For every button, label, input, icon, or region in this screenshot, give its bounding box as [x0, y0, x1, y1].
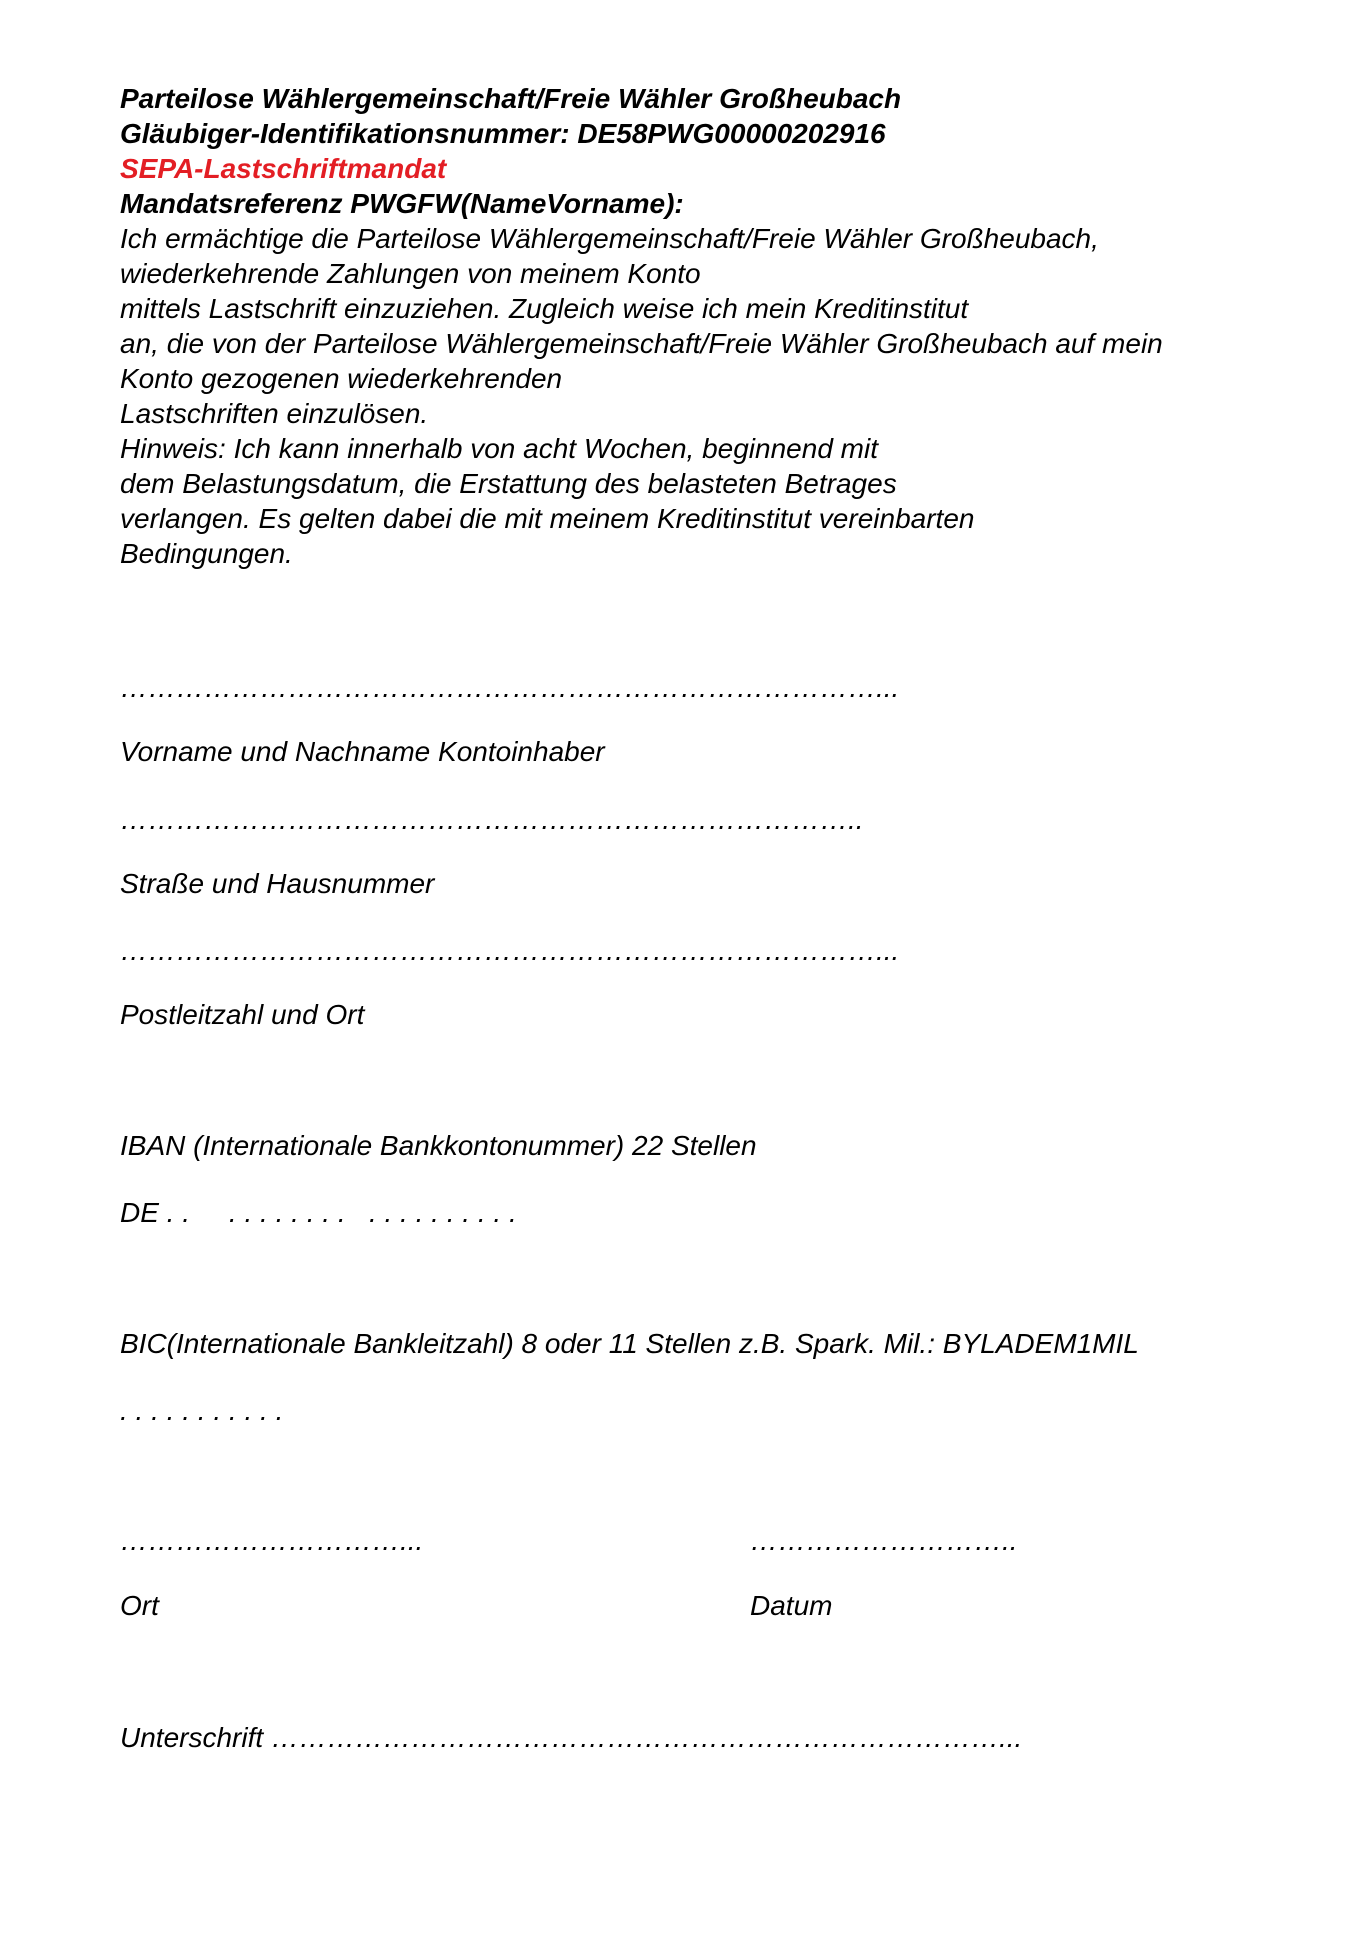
street-line[interactable]: …………………………………………………………………….. [120, 804, 864, 835]
ort-label: Ort [120, 1590, 159, 1621]
account-holder-name-label: Vorname und Nachname Kontoinhaber [120, 736, 605, 767]
body-line: Bedingungen. [120, 538, 293, 569]
signature-row [120, 1720, 1022, 1755]
street-label: Straße und Hausnummer [120, 868, 435, 899]
mandate-reference: Mandatsreferenz PWGFW(NameVorname): [120, 188, 684, 219]
mandate-header [120, 81, 1163, 571]
body-line: Ich ermächtige die Parteilose Wählergemeinschaft/Freie Wähler Großheubach, [120, 223, 1099, 254]
body-line: Hinweis: Ich kann innerhalb von acht Wochen, beginnend mit [120, 433, 878, 464]
signature-line[interactable]: ……………………………………………………………………... [270, 1722, 1023, 1753]
datum-label: Datum [750, 1590, 833, 1621]
account-holder-name-line[interactable]: ………………………………………………………………………... [120, 672, 900, 703]
authorization-text [120, 221, 1163, 571]
city-line[interactable]: ………………………………………………………………………... [120, 935, 900, 966]
association-name: Parteilose Wählergemeinschaft/Freie Wähler Großheubach [120, 83, 902, 114]
body-line: dem Belastungsdatum, die Erstattung des belasteten Betrages [120, 468, 897, 499]
body-line: an, die von der Parteilose Wählergemeinschaft/Freie Wähler Großheubach auf mein [120, 328, 1163, 359]
iban-input[interactable]: DE . . . . . . . . . . . . . . . . . . . . [120, 1197, 517, 1228]
creditor-id: Gläubiger-Identifikationsnummer: DE58PWG00000202916 [120, 118, 886, 149]
body-line: wiederkehrende Zahlungen von meinem Konto [120, 258, 701, 289]
datum-line[interactable]: ……………………….. [750, 1525, 1018, 1556]
signature-label: Unterschrift [120, 1722, 264, 1753]
ort-line[interactable]: …………………………... [120, 1525, 424, 1556]
mandate-title: SEPA-Lastschriftmandat [120, 153, 447, 184]
bic-input[interactable]: . . . . . . . . . . . [120, 1395, 284, 1426]
body-line: Lastschriften einzulösen. [120, 398, 429, 429]
body-line: mittels Lastschrift einzuziehen. Zugleich weise ich mein Kreditinstitut [120, 293, 969, 324]
body-line: Konto gezogenen wiederkehrenden [120, 363, 563, 394]
bic-label: BIC(Internationale Bankleitzahl) 8 oder 11 Stellen z.B. Spark. Mil.: BYLADEM1MIL [120, 1328, 1139, 1359]
body-line: verlangen. Es gelten dabei die mit meinem Kreditinstitut vereinbarten [120, 503, 975, 534]
city-label: Postleitzahl und Ort [120, 999, 365, 1030]
iban-label: IBAN (Internationale Bankkontonummer) 22 Stellen [120, 1130, 757, 1161]
